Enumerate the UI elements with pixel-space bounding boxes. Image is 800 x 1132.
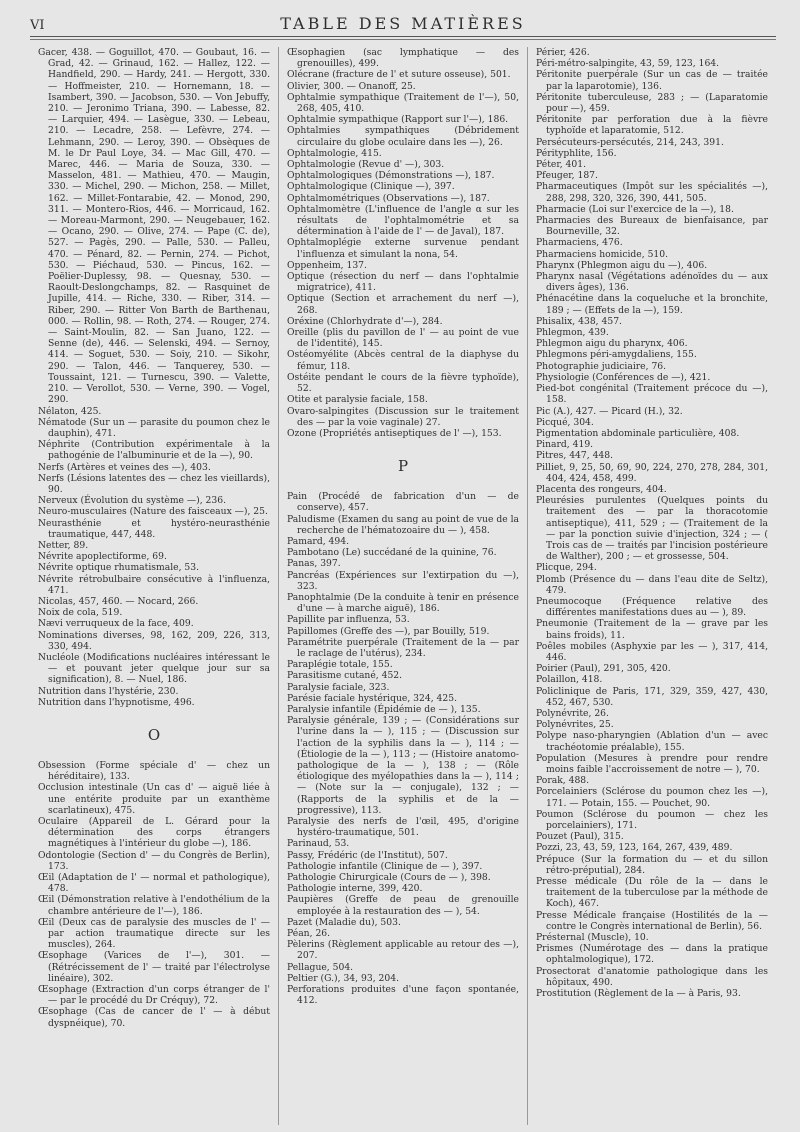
index-entry: Paralysie faciale, 323. bbox=[287, 681, 390, 693]
index-entry: Pamard, 494. bbox=[287, 535, 350, 547]
index-entry: Pouzet (Paul), 315. bbox=[536, 831, 624, 843]
index-entry: Pigmentation abdominale particulière, 408. bbox=[536, 427, 740, 439]
index-entry: Pharmacie (Loi sur l'exercice de la —), 18. bbox=[536, 203, 734, 215]
index-entry: Gacer, 438. — Goguillot, 470. — Goubaut, 16. — Grad, 42. — Grinaud, 162. — Hallez, 122. — Handfield, 290. — Hardy, 241. — Hergott, 330. — Hoffmeister, 210. — Hornemann, 18. — Isambert, 390. — Jacobson, 530. — Von Jebuffy, 210. — Jeronimo Triana, 390. — Labesse, 82. — Larquier, 494. — Lasègue, 330. — Lebeau, 210. — Lecadre, 258. — Lefèvre, 274. — Lehmann, 290. — Leroy, 390. — Obsèques de M. le Dr Paul Loye, 34. — Mac Gill, 470. — Marec, 446. — Maria de Souza, 330. — Masselon, 481. — Mathieu, 470. — Maugin, 330. — Michel, 290. — Michon, 258. — Millet, 162. — Millet-Fontarabie, 42. — Monod, 290, 311. — Montero-Rios, 446. — Morricaud, 162. — Moreau-Marmont, 290. — Neugebauer, 162. — Ocano, 290. — Olive, 274. — Pape (C. de), 527. — Pagès, 290. — Palle, 530. — Palleu, 470. — Pénard, 82. — Pernin, 274. — Pichot, 530. — Piéchaud, 530. — Pincus, 162. — Poëlier-Duplessy, 98. — Quesnay, 530. — Raoult-Deslongchamps, 82. — Rasquinet de Jupille, 414. — Riche, 330. — Riber, 314. — Riber, 290. — Ritter Von Barth de Barthenau, 000. — Rollin, 98. — Roth, 274. — Rouger, 274. — Saint-Moulin, 82. — San Juano, 122. — Senne (de), 446. — Selenski, 494. — Sernoy, 414. — Soguet, 530. — Soiy, 210. — Sikohr, 290. — Talon, 446. — Tanquerey, 530. — Toussaint, 121. — Turnescu, 390. — Valette, 210. — Verollot, 530. — Verne, 390. — Vogel, 290. bbox=[38, 47, 270, 406]
index-entry: Péter, 401. bbox=[536, 159, 587, 171]
index-entry: Péritonite puerpérale (Sur un cas de — traitée par la laparotomie), 136. bbox=[536, 69, 768, 92]
index-entry: Pharmaciens homicide, 510. bbox=[536, 248, 669, 260]
index-entry: Pharynx (Phlegmon aigu du —), 406. bbox=[536, 259, 708, 271]
index-entry: Pic (A.), 427. — Picard (H.), 32. bbox=[536, 405, 683, 417]
index-entry: Pitres, 447, 448. bbox=[536, 450, 614, 462]
index-entry: Policlinique de Paris, 171, 329, 359, 427, 430, 452, 467, 530. bbox=[536, 685, 768, 708]
index-entry: Population (Mesures à prendre pour rendre moins faible l'accroissement de notre — ), 70. bbox=[536, 752, 768, 775]
index-entry: Pied-bot congénital (Traitement précoce du —), 158. bbox=[536, 383, 768, 406]
index-entry: Œil (Adaptation de l' — normal et pathologique), 478. bbox=[38, 872, 270, 895]
index-entry: Pfeuger, 187. bbox=[536, 170, 598, 182]
index-entry: Œsophage (Extraction d'un corps étranger de l' — par le procédé du Dr Créquy), 72. bbox=[38, 984, 270, 1007]
index-entry: Nerfs (Lésions latentes des — chez les vieillards), 90. bbox=[38, 472, 270, 495]
index-entry: Polaillon, 418. bbox=[536, 674, 603, 686]
index-entry: Parinaud, 53. bbox=[287, 838, 350, 850]
index-entry: Ophtalmie sympathique (Rapport sur l'—), 186. bbox=[287, 114, 509, 126]
index-entry: Paralysie infantile (Épidémie de — ), 135. bbox=[287, 703, 481, 715]
column-right bbox=[527, 47, 776, 1125]
index-entry: Phlegmon, 439. bbox=[536, 327, 609, 339]
index-entry: Nominations diverses, 98, 162, 209, 226, 313, 330, 494. bbox=[38, 629, 270, 652]
index-entry: Péri-métro-salpingite, 43, 59, 123, 164. bbox=[536, 58, 720, 70]
index-entry: Nicolas, 457, 460. — Nocard, 266. bbox=[38, 595, 199, 607]
index-entry: Ophtalmie sympathique (Traitement de l'—), 50, 268, 405, 410. bbox=[287, 91, 519, 115]
index-entry: Nélaton, 425. bbox=[38, 405, 102, 417]
index-entry: Olivier, 300. — Onanoff, 25. bbox=[287, 80, 416, 92]
index-entry: Pneumonie (Traitement de la — grave par les bains froids), 11. bbox=[536, 618, 768, 641]
index-entry: Pain (Procédé de fabrication d'un — de conserve), 457. bbox=[287, 491, 519, 514]
index-entry: Pharmaciens, 476. bbox=[536, 237, 623, 249]
index-entry: Parésie faciale hystérique, 324, 425. bbox=[287, 692, 458, 704]
index-entry: Porcelainiers (Sclérose du poumon chez les —), 171. — Potain, 155. — Pouchet, 90. bbox=[536, 786, 768, 809]
index-entry: Paraplégie totale, 155. bbox=[287, 659, 393, 671]
index-entry: Prostitution (Règlement de la — à Paris, 93. bbox=[536, 988, 741, 1000]
index-entry: Optique (résection du nerf — dans l'ophtalmie migratrice), 411. bbox=[287, 271, 519, 294]
section-letter-heading: P bbox=[397, 457, 409, 476]
index-entry: Plomb (Présence du — dans l'eau dite de Seltz), 479. bbox=[536, 573, 768, 596]
page-title: TABLE DES MATIÈRES bbox=[280, 14, 526, 33]
index-entry: Ophtalmologie, 415. bbox=[287, 147, 382, 159]
index-entry: Péan, 26. bbox=[287, 928, 331, 940]
index-entry: Nutrition dans l'hystérie, 230. bbox=[38, 685, 179, 697]
index-entry: Porak, 488. bbox=[536, 775, 590, 787]
index-entry: Papillomes (Greffe des —), par Bouilly, 519. bbox=[287, 625, 490, 637]
index-entry: Ophtalmométriques (Observations —), 187. bbox=[287, 192, 490, 204]
index-entry: Pleurésies purulentes (Quelques points du traitement des — par la thoracotomie antiseptique), 411, 529 ; — (Traitement de la — par la ponction suivie d'injection, 324 ; — ( Trois cas de — traités par l'incision postérieure de Walther), 200 ; — et grossesse, 504. bbox=[536, 495, 768, 563]
index-entry: Presse médicale (Du rôle de la — dans le traitement de la tuberculose par la méthode de Koch), 467. bbox=[536, 876, 768, 910]
index-entry: Périer, 426. bbox=[536, 47, 590, 58]
column-left bbox=[30, 47, 278, 1125]
index-entry: Olécrane (fracture de l' et suture osseuse), 501. bbox=[287, 69, 511, 81]
index-entry: Pneumocoque (Fréquence relative des différentes manifestations dues au — ), 89. bbox=[536, 595, 768, 619]
index-entry: Nucléole (Modifications nucléaires intéressant le — et pouvant jeter quelque jour sur sa signification), 8. — Nuel, 186. bbox=[38, 651, 270, 686]
index-entry: Pèlerins (Règlement applicable au retour des —), 207. bbox=[287, 939, 519, 962]
index-entry: Ophtalmoplégie externe survenue pendant l'influenza et simulant la nona, 54. bbox=[287, 237, 519, 260]
index-entry: Pharmaceutiques (Impôt sur les spécialités —), 288, 298, 320, 326, 390, 441, 505. bbox=[536, 181, 768, 204]
index-entry: Paralysie générale, 139 ; — (Considérations sur l'urine dans la — ), 115 ; — (Discussion sur l'action de la syphilis dans la — ), 114 ; — (Étiologie de la — ), 113 ; — (Histoire anatomo-pathologique de la — ), 138 ; — (Rôle étiologique des myélopathies dans la — ), 114 ; — (Note sur la — conjugale), 132 ; — (Rapports de la syphilis et de la — progressive), 113. bbox=[287, 715, 519, 816]
index-entry: Neurasthénie et hystéro-neurasthénie traumatique, 447, 448. bbox=[38, 517, 270, 540]
index-entry: Ozone (Propriétés antiseptiques de l' —), 153. bbox=[287, 427, 502, 439]
index-entry: Pilliet, 9, 25, 50, 69, 90, 224, 270, 278, 284, 301, 404, 424, 458, 499. bbox=[536, 461, 768, 484]
index-entry: Netter, 89. bbox=[38, 539, 89, 551]
index-entry: Nématode (Sur un — parasite du poumon chez le dauphin), 471. bbox=[38, 416, 270, 439]
index-entry: Paludisme (Examen du sang au point de vue de la recherche de l'hématozoaire du — ), 458. bbox=[287, 513, 519, 536]
index-entry: Phisalix, 438, 457. bbox=[536, 315, 622, 327]
index-columns bbox=[30, 47, 776, 1125]
index-entry: Obsession (Forme spéciale d' — chez un héréditaire), 133. bbox=[38, 759, 270, 783]
index-entry: Péritonite par perforation due à la fièvre typhoïde et laparatomie, 512. bbox=[536, 114, 768, 137]
index-entry: Phlegmon aigu du pharynx, 406. bbox=[536, 338, 688, 350]
index-entry: Photographie judiciaire, 76. bbox=[536, 360, 667, 372]
index-entry: Prismes (Numérotage des — dans la pratique ophtalmologique), 172. bbox=[536, 943, 768, 966]
index-entry: Œsophage (Varices de l'—), 301. — (Rétrécissement de l' — traité par l'électrolyse linéaire), 302. bbox=[38, 950, 270, 984]
index-entry: Physiologie (Conférences de —), 421. bbox=[536, 371, 711, 383]
index-entry: Occlusion intestinale (Un cas d' — aiguë liée à une entérite produite par un exanthème scarlatineux), 475. bbox=[38, 782, 270, 816]
index-entry: Persécuteurs-persécutés, 214, 243, 391. bbox=[536, 136, 724, 148]
index-entry: Néphrite (Contribution expérimentale à la pathogénie de l'albuminurie et de la —), 90. bbox=[38, 439, 270, 462]
index-entry: Nutrition dans l'hypnotisme, 496. bbox=[38, 696, 195, 708]
index-entry: Névrite apoplectiforme, 69. bbox=[38, 551, 167, 563]
index-entry: Ophtalmomètre (L'influence de l'angle α sur les résultats de l'ophtalmométrie et sa détermination à l'aide de l' — de Javal), 187. bbox=[287, 203, 519, 238]
index-entry: Ophtalmies sympathiques (Débridement circulaire du globe oculaire dans les —), 26. bbox=[287, 125, 519, 148]
index-entry: Ophtalmologique (Clinique —), 397. bbox=[287, 181, 455, 193]
index-entry: Pazet (Maladie du), 503. bbox=[287, 916, 401, 928]
index-entry: Poêles mobiles (Asphyxie par les — ), 317, 414, 446. bbox=[536, 640, 768, 663]
index-entry: Nævi verruqueux de la face, 409. bbox=[38, 618, 194, 630]
index-entry: Prépuce (Sur la formation du — et du sillon rétro-préputial), 284. bbox=[536, 853, 768, 876]
index-entry: Pancréas (Expériences sur l'extirpation du —), 323. bbox=[287, 569, 519, 592]
column-middle bbox=[278, 47, 527, 1125]
index-entry: Plicque, 294. bbox=[536, 562, 597, 574]
index-entry: Optique (Section et arrachement du nerf —), 268. bbox=[287, 293, 519, 316]
index-entry: Paralysie des nerfs de l'œil, 495, d'origine hystéro-traumatique, 501. bbox=[287, 816, 519, 839]
index-entry: Neuro-musculaires (Nature des faisceaux —), 25. bbox=[38, 506, 268, 518]
index-entry: Péritonite tuberculeuse, 283 ; — (Laparatomie pour —), 459. bbox=[536, 91, 768, 115]
index-entry: Pathologie Chirurgicale (Cours de — ), 398. bbox=[287, 872, 491, 884]
index-entry: Noix de cola, 519. bbox=[38, 607, 123, 619]
index-entry: Phénacétine dans la coqueluche et la bronchite, 189 ; — (Effets de la —), 159. bbox=[536, 293, 768, 316]
index-entry: Polynévrites, 25. bbox=[536, 719, 614, 731]
index-entry: Œsophage (Cas de cancer de l' — à début dyspnéique), 70. bbox=[38, 1006, 270, 1029]
index-entry: Paramétrite puerpérale (Traitement de la — par le raclage de l'utérus), 234. bbox=[287, 636, 519, 659]
index-entry: Oculaire (Appareil de L. Gérard pour la détermination des corps étrangers magnétiques à l'intérieur du globe —), 186. bbox=[38, 816, 270, 850]
index-entry: Oreille (plis du pavillon de l' — au point de vue de l'identité), 145. bbox=[287, 327, 519, 350]
index-entry: Névrite rétrobulbaire consécutive à l'influenza, 471. bbox=[38, 573, 270, 596]
index-entry: Papillite par influenza, 53. bbox=[287, 614, 410, 626]
index-entry: Panas, 397. bbox=[287, 558, 341, 570]
index-entry: Ostéite pendant le cours de la fièvre typhoïde), 52. bbox=[287, 371, 519, 395]
index-entry: Présternal (Muscle), 10. bbox=[536, 932, 649, 944]
index-entry: Otite et paralysie faciale, 158. bbox=[287, 394, 428, 406]
index-entry: Œsophagien (sac lymphatique — des grenouilles), 499. bbox=[287, 47, 519, 70]
index-entry: Polynévrite, 26. bbox=[536, 707, 609, 719]
index-entry: Perforations produites d'une façon spontanée, 412. bbox=[287, 984, 519, 1007]
index-entry: Pharmacies des Bureaux de bienfaisance, par Bourneville, 32. bbox=[536, 215, 768, 238]
index-entry: Oppenheim, 137. bbox=[287, 259, 367, 271]
index-entry: Ostéomyélite (Abcès central de la diaphyse du fémur, 118. bbox=[287, 349, 519, 372]
page-number: VI bbox=[30, 18, 45, 33]
index-entry: Œil (Démonstration relative à l'endothélium de la chambre antérieure de l'—), 186. bbox=[38, 894, 270, 917]
index-entry: Polype naso-pharyngien (Ablation d'un — avec trachéotomie préalable), 155. bbox=[536, 730, 768, 753]
index-entry: Paupières (Greffe de peau de grenouille employée à la restauration des — ), 54. bbox=[287, 894, 519, 917]
index-entry: Placenta des rongeurs, 404. bbox=[536, 483, 667, 495]
index-entry: Poumon (Sclérose du poumon — chez les porcelainiers), 171. bbox=[536, 808, 768, 832]
index-entry: Pellague, 504. bbox=[287, 961, 354, 973]
section-letter-heading: O bbox=[147, 725, 161, 744]
index-entry: Pinard, 419. bbox=[536, 439, 594, 451]
index-entry: Odontologie (Section d' — du Congrès de Berlin), 173. bbox=[38, 849, 270, 872]
index-entry: Ophtalmologiques (Démonstrations —), 187. bbox=[287, 170, 495, 182]
index-entry: Passy, Frédéric (de l'Institut), 507. bbox=[287, 849, 448, 861]
index-entry: Parasitisme cutané, 452. bbox=[287, 670, 403, 682]
index-entry: Nerveux (Évolution du système —), 236. bbox=[38, 495, 226, 507]
index-entry: Pambotano (Le) succédané de la quinine, 76. bbox=[287, 547, 497, 559]
index-entry: Ovaro-salpingites (Discussion sur le traitement des — par la voie vaginale) 27. bbox=[287, 405, 519, 428]
index-entry: Pharynx nasal (Végétations adénoïdes du — aux divers âges), 136. bbox=[536, 271, 768, 294]
index-entry: Oréxine (Chlorhydrate d'—), 284. bbox=[287, 315, 443, 327]
index-entry: Panophtalmie (De la conduite à tenir en présence d'une — à marche aiguë), 186. bbox=[287, 591, 519, 615]
index-entry: Œil (Deux cas de paralysie des muscles de l' — par action traumatique directe sur les muscles), 264. bbox=[38, 916, 270, 951]
index-entry: Ophtalmologie (Revue d' —), 303. bbox=[287, 159, 445, 171]
index-entry: Poirier (Paul), 291, 305, 420. bbox=[536, 663, 671, 675]
index-entry: Pozzi, 23, 43, 59, 123, 164, 267, 439, 489. bbox=[536, 842, 733, 854]
running-header bbox=[30, 14, 776, 37]
index-entry: Nerfs (Artères et veines des —), 403. bbox=[38, 461, 211, 473]
index-entry: Névrite optique rhumatismale, 53. bbox=[38, 562, 200, 574]
index-entry: Pérityphlite, 156. bbox=[536, 147, 617, 159]
index-entry: Prosectorat d'anatomie pathologique dans les hôpitaux, 490. bbox=[536, 965, 768, 988]
index-entry: Presse Médicale française (Hostilités de la — contre le Congrès international de Berlin), 56. bbox=[536, 909, 768, 932]
index-entry: Pathologie interne, 399, 420. bbox=[287, 883, 423, 895]
index-entry: Picqué, 304. bbox=[536, 416, 594, 428]
index-entry: Peltier (G.), 34, 93, 204. bbox=[287, 972, 399, 984]
index-entry: Phlegmons péri-amygdaliens, 155. bbox=[536, 349, 697, 361]
index-entry: Pathologie infantile (Clinique de — ), 397. bbox=[287, 860, 483, 872]
